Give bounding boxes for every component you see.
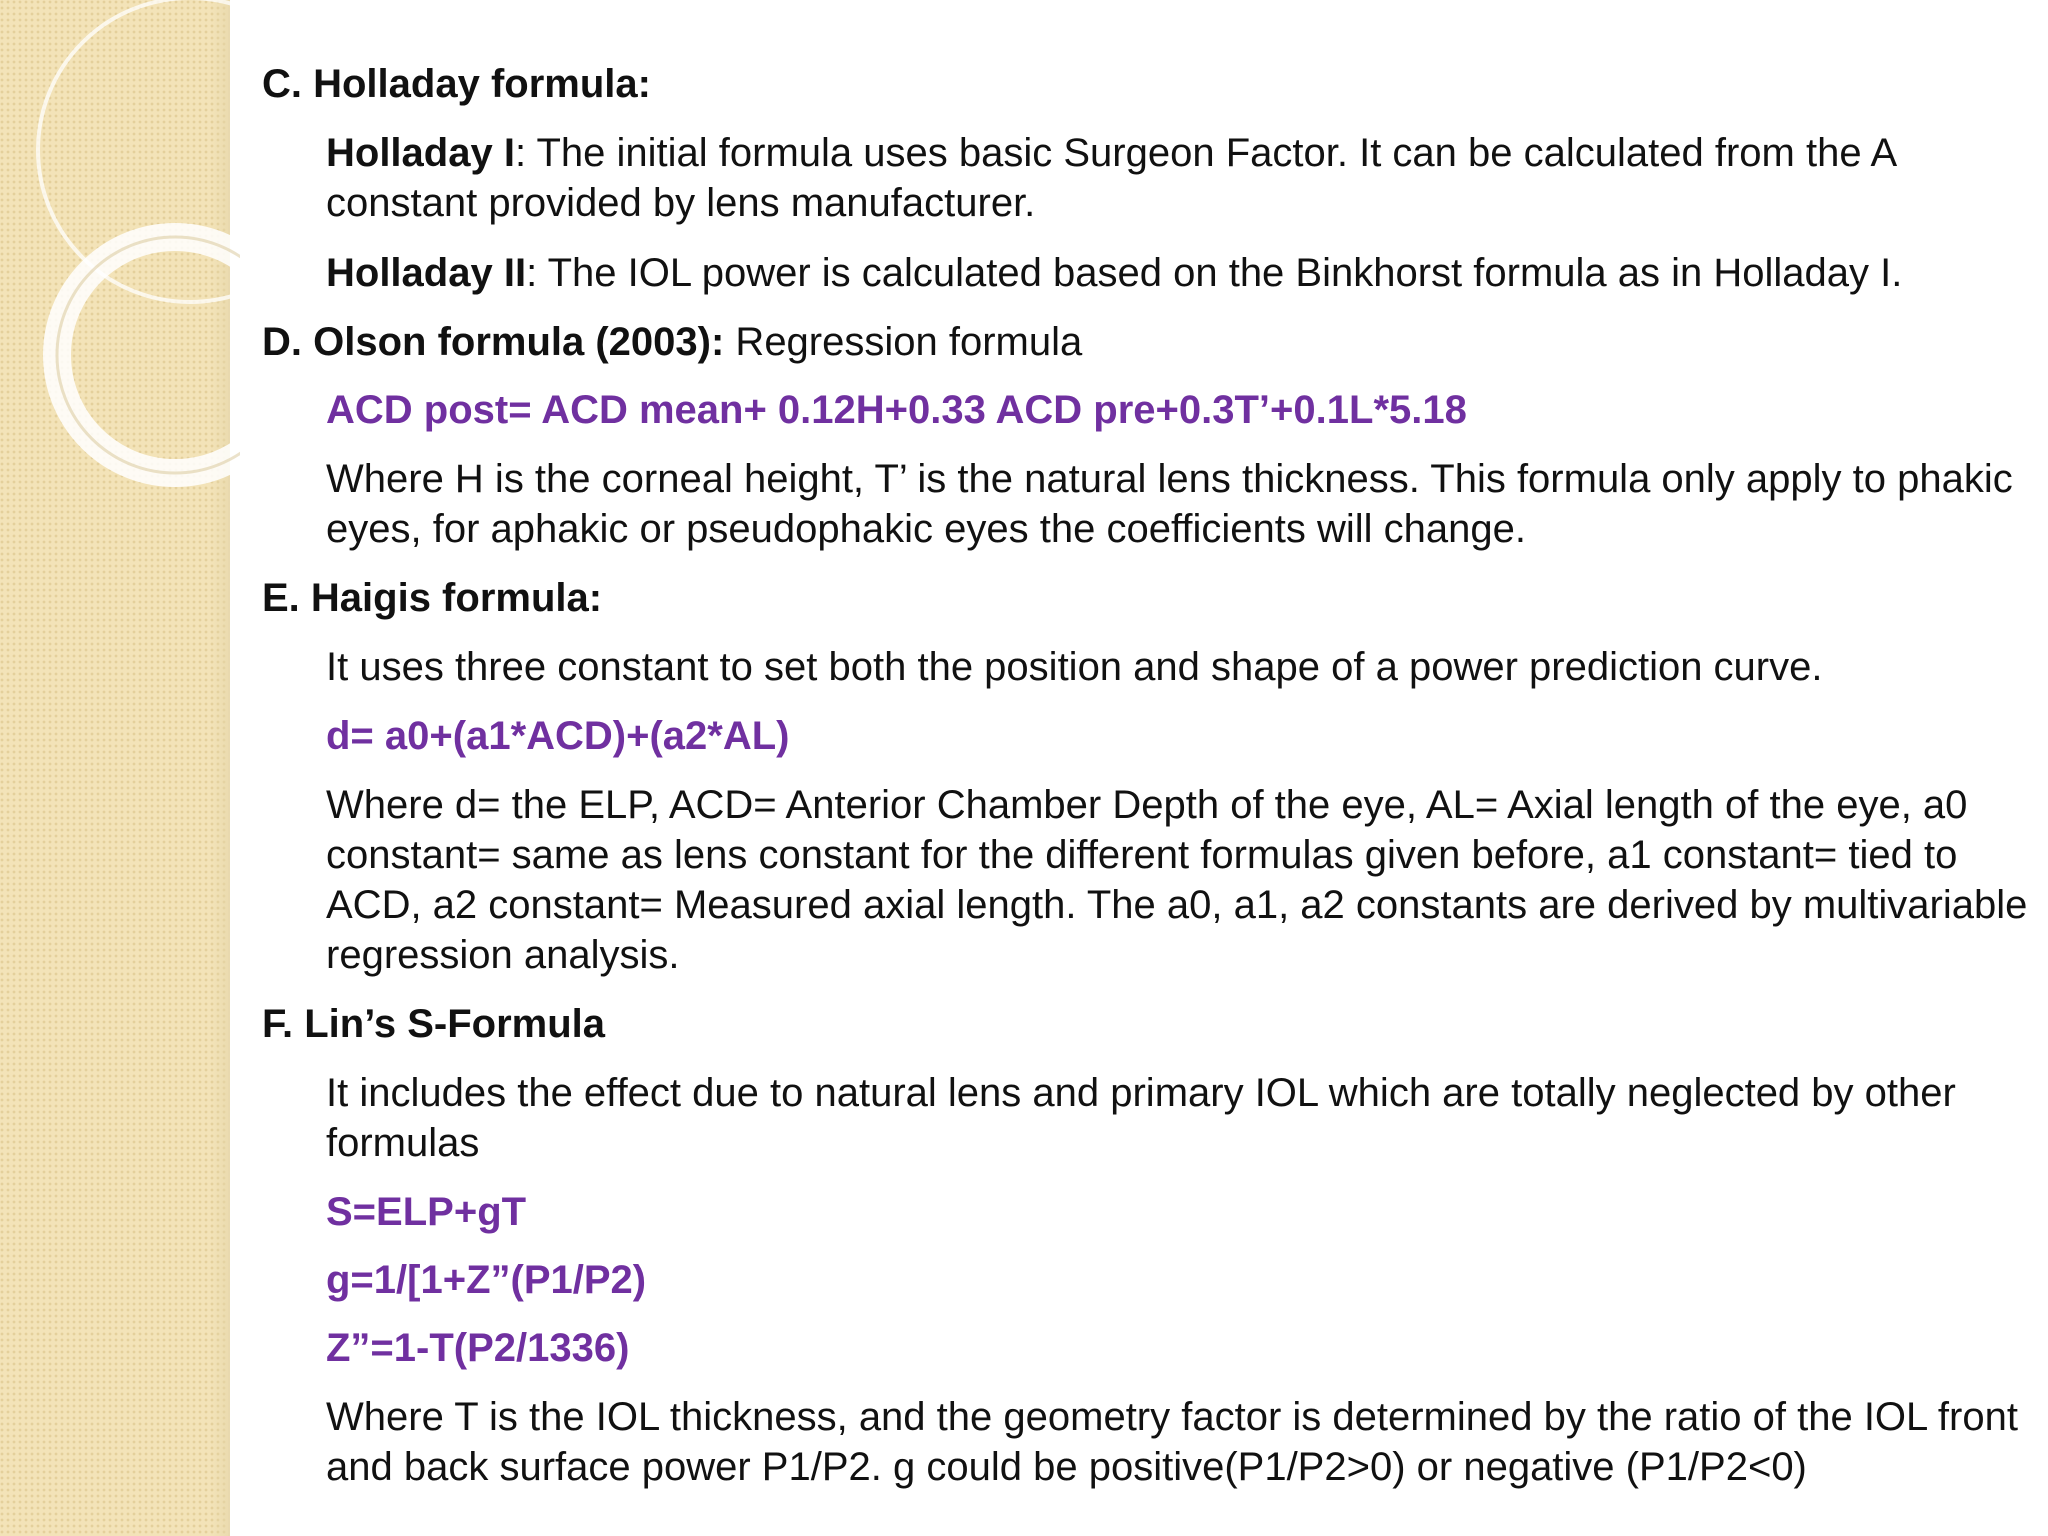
lin-formula-g: g=1/[1+Z”(P1/P2) (326, 1258, 647, 1302)
lin-formula-z: Z”=1-T(P2/1336) (326, 1326, 630, 1370)
holladay-1-text: : The initial formula uses basic Surgeon Factor. It can be calculated from the A constant provided by lens manufacturer. (326, 131, 1895, 225)
heading-haigis: E. Haigis formula: (262, 576, 603, 620)
olson-formula: ACD post= ACD mean+ 0.12H+0.33 ACD pre+0.3T’+0.1L*5.18 (326, 388, 1467, 432)
olson-explanation: Where H is the corneal height, T’ is the natural lens thickness. This formula only apply to phakic eyes, for aphakic or pseudophakic eyes the coefficients will change. (326, 457, 2013, 551)
heading-olson (262, 318, 2022, 366)
lin-explanation: Where T is the IOL thickness, and the geometry factor is determined by the ratio of the IOL front and back surface power P1/P2. g could be positive(P1/P2>0) or negative (P1/P2<0) (326, 1395, 2018, 1489)
haigis-explanation: Where d= the ELP, ACD= Anterior Chamber Depth of the eye, AL= Axial length of the eye, a0 constant= same as lens constant for the different formulas given before, a1 constant= tied to ACD, a2 constant= Measured axial length. The a0, a1, a2 constants are derived by multivariable regression analysis. (326, 783, 2028, 977)
heading-holladay: C. Holladay formula: (262, 62, 651, 106)
lin-intro: It includes the effect due to natural lens and primary IOL which are totally neglected by other formulas (326, 1071, 1956, 1165)
holladay-2-paragraph (326, 248, 2046, 298)
heading-lin: F. Lin’s S-Formula (262, 1002, 605, 1046)
ring-medium (57, 237, 240, 473)
decorative-rings (0, 0, 240, 520)
holladay-1-term: Holladay I (326, 131, 515, 175)
holladay-2-text: : The IOL power is calculated based on the Binkhorst formula as in Holladay I. (526, 251, 1903, 295)
holladay-1-paragraph (326, 128, 2046, 228)
olson-subtitle: Regression formula (724, 320, 1083, 364)
haigis-intro: It uses three constant to set both the position and shape of a power prediction curve. (326, 645, 1823, 689)
slide-content (262, 60, 2028, 1512)
holladay-2-term: Holladay II (326, 251, 527, 295)
lin-formula-s: S=ELP+gT (326, 1190, 527, 1234)
haigis-formula: d= a0+(a1*ACD)+(a2*AL) (326, 714, 790, 758)
olson-title: D. Olson formula (2003): (262, 320, 725, 364)
